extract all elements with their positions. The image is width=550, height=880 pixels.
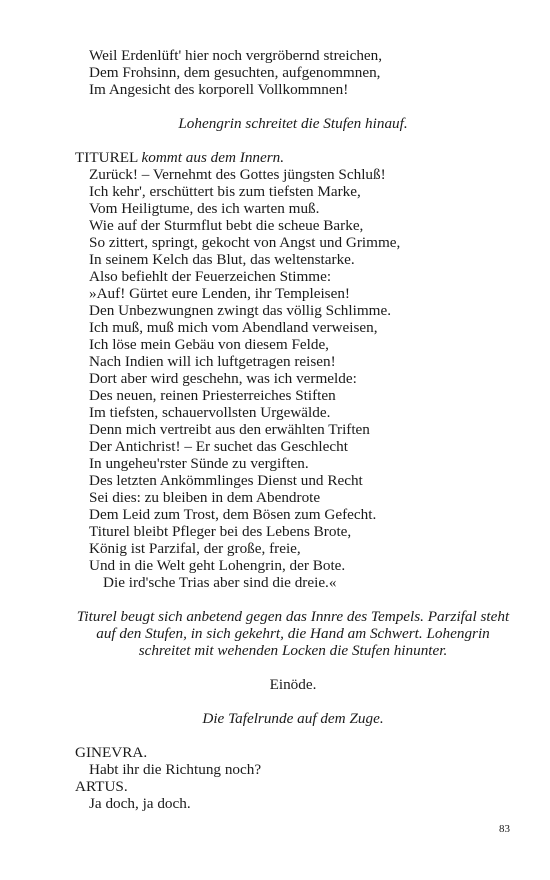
verse-line: Nach Indien will ich luftgetragen reisen! bbox=[89, 353, 336, 370]
stage-direction: Titurel beugt sich anbetend gegen das Innre des Tempels. Parzifal steht bbox=[76, 608, 510, 625]
verse-line: Den Unbezwungnen zwingt das völlig Schlimme. bbox=[89, 302, 392, 319]
verse-line: Ich muß, muß mich vom Abendland verweisen, bbox=[89, 319, 378, 336]
verse-line: Zurück! – Vernehmt des Gottes jüngsten Schluß! bbox=[89, 166, 386, 183]
verse-line: Dem Leid zum Trost, dem Bösen zum Gefecht. bbox=[89, 506, 377, 523]
stage-direction: Lohengrin schreitet die Stufen hinauf. bbox=[178, 115, 408, 132]
page-text bbox=[75, 47, 511, 812]
verse-line: Ich löse mein Gebäu von diesem Felde, bbox=[89, 336, 329, 353]
verse-line: Ja doch, ja doch. bbox=[89, 795, 191, 812]
verse-line: Des letzten Ankömmlinges Dienst und Recht bbox=[89, 472, 363, 489]
page-number: 83 bbox=[499, 823, 510, 835]
scene-location: Einöde. bbox=[269, 676, 317, 693]
speaker-name: ARTUS. bbox=[75, 778, 128, 795]
verse-line: Und in die Welt geht Lohengrin, der Bote. bbox=[89, 557, 346, 574]
verse-line: So zittert, springt, gekocht von Angst und Grimme, bbox=[89, 234, 401, 251]
verse-line: König ist Parzifal, der große, freie, bbox=[89, 540, 301, 557]
verse-line: Im Angesicht des korporell Vollkommnen! bbox=[89, 81, 349, 98]
verse-line: Titurel bleibt Pfleger bei des Lebens Brote, bbox=[89, 523, 352, 540]
speaker-name: TITUREL bbox=[75, 149, 138, 166]
verse-line: Also befiehlt der Feuerzeichen Stimme: bbox=[89, 268, 332, 285]
stage-direction: auf den Stufen, in sich gekehrt, die Hand am Schwert. Lohengrin bbox=[96, 625, 490, 642]
verse-line: Weil Erdenlüft' hier noch vergröbernd streichen, bbox=[89, 47, 383, 64]
verse-line: Wie auf der Sturmflut bebt die scheue Barke, bbox=[89, 217, 364, 234]
speaker-line bbox=[75, 149, 511, 166]
verse-line: Habt ihr die Richtung noch? bbox=[89, 761, 262, 778]
verse-line: Dem Frohsinn, dem gesuchten, aufgenommnen, bbox=[89, 64, 381, 81]
verse-line: Denn mich vertreibt aus den erwählten Triften bbox=[89, 421, 370, 438]
verse-line: Vom Heiligtume, des ich warten muß. bbox=[89, 200, 320, 217]
verse-line: Die ird'sche Trias aber sind die dreie.« bbox=[103, 574, 337, 591]
verse-line: Ich kehr', erschüttert bis zum tiefsten Marke, bbox=[89, 183, 361, 200]
titurel-speech bbox=[75, 166, 511, 591]
dialogue bbox=[75, 744, 511, 812]
stage-direction-block bbox=[75, 608, 511, 659]
verse-line: Des neuen, reinen Priesterreiches Stiften bbox=[89, 387, 336, 404]
verse-line: Sei dies: zu bleiben in dem Abendrote bbox=[89, 489, 321, 506]
verse-line: In ungeheu'rster Sünde zu vergiften. bbox=[89, 455, 309, 472]
verse-line: Im tiefsten, schauervollsten Urgewälde. bbox=[89, 404, 331, 421]
speaker-name: GINEVRA. bbox=[75, 744, 148, 761]
verse-top bbox=[75, 47, 511, 98]
verse-line: Der Antichrist! – Er suchet das Geschlecht bbox=[89, 438, 348, 455]
stage-direction: Die Tafelrunde auf dem Zuge. bbox=[202, 710, 384, 727]
speaker-direction: kommt aus dem Innern. bbox=[141, 149, 285, 166]
verse-line: »Auf! Gürtet eure Lenden, ihr Templeisen! bbox=[89, 285, 350, 302]
stage-direction: schreitet mit wehenden Locken die Stufen hinunter. bbox=[138, 642, 448, 659]
verse-line: Dort aber wird geschehn, was ich vermelde: bbox=[89, 370, 357, 387]
verse-line: In seinem Kelch das Blut, das weltenstarke. bbox=[89, 251, 355, 268]
